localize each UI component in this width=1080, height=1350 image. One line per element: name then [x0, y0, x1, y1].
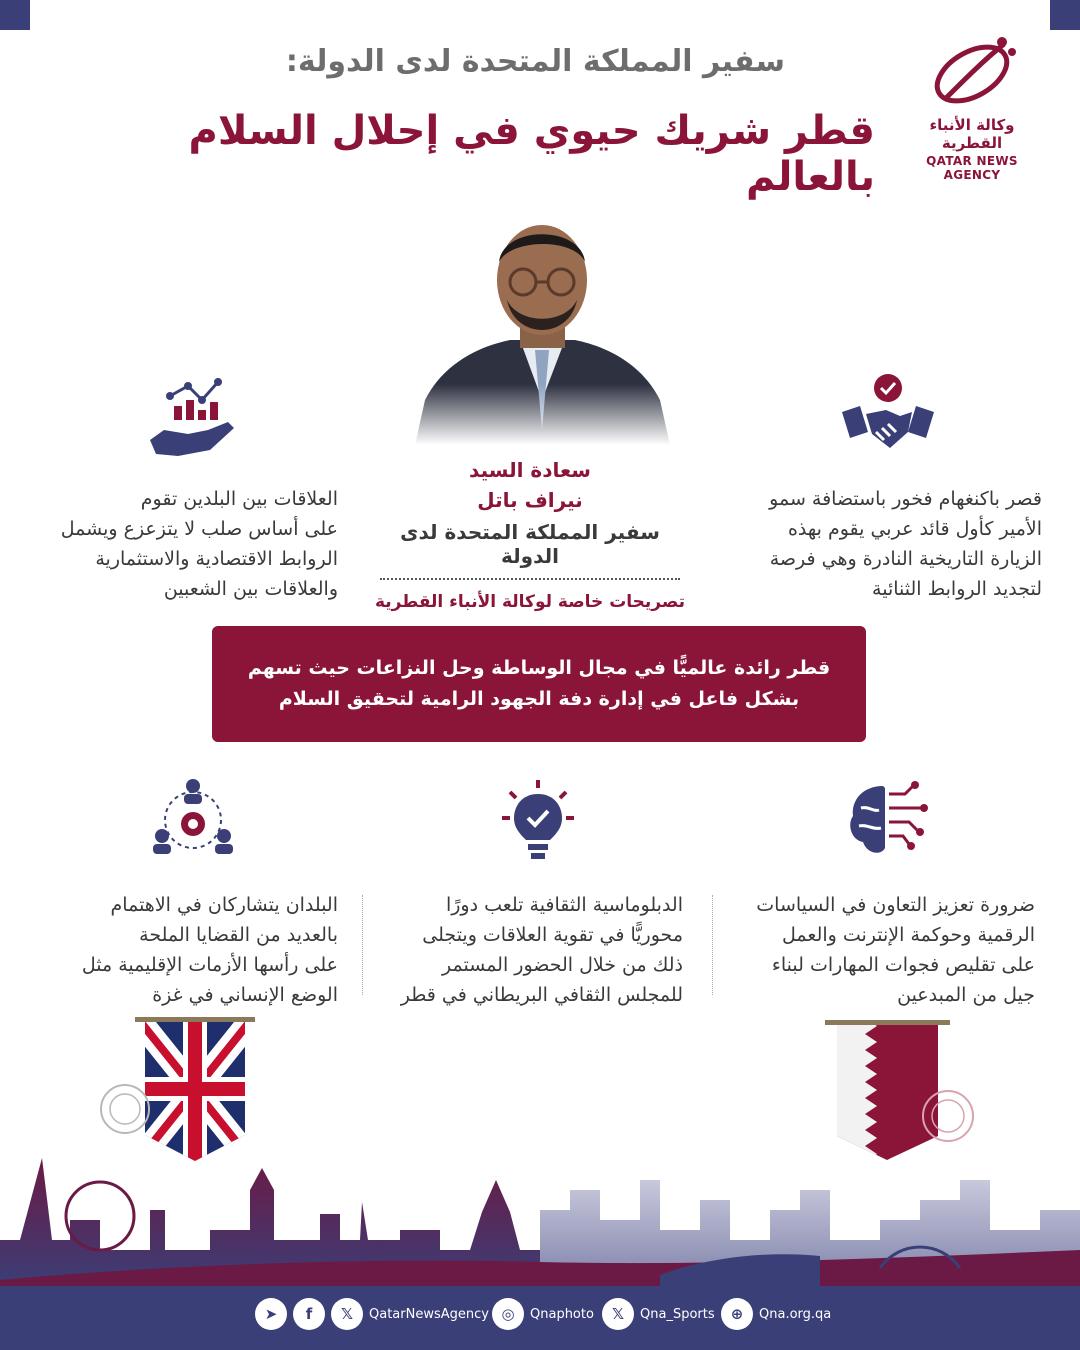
- ambassador-honorific: سعادة السيد: [469, 458, 591, 482]
- point-digital-line: جيل من المبدعين: [897, 984, 1035, 1006]
- lightbulb-check-icon: [498, 776, 578, 862]
- logo-english-name: QATAR NEWS AGENCY: [926, 154, 1018, 182]
- hand-growth-chart-icon: [148, 378, 238, 463]
- social-web[interactable]: [721, 1298, 831, 1330]
- key-quote-banner: [212, 626, 866, 742]
- globe-icon[interactable]: ⊕: [721, 1298, 753, 1330]
- social-footer: [0, 1286, 1080, 1350]
- city-skyline: [0, 1150, 1080, 1290]
- point-visit-line: الأمير كأول قائد عربي يقوم بهذه: [787, 518, 1042, 540]
- x-icon[interactable]: 𝕏: [602, 1298, 634, 1330]
- ambassador-info: [370, 458, 690, 612]
- page-subtitle: سفير المملكة المتحدة لدى الدولة:: [285, 44, 785, 79]
- point-shared-line: البلدان يتشاركان في الاهتمام: [110, 894, 338, 916]
- point-shared-line: على رأسها الأزمات الإقليمية مثل: [81, 954, 338, 976]
- handle-sports[interactable]: Qna_Sports: [640, 1306, 715, 1322]
- instagram-icon[interactable]: ◎: [492, 1298, 524, 1330]
- handle-photo[interactable]: Qnaphoto: [530, 1306, 594, 1322]
- point-shared-line: بالعديد من القضايا الملحة: [139, 924, 338, 946]
- social-photo[interactable]: [492, 1298, 594, 1330]
- x-icon[interactable]: 𝕏: [331, 1298, 363, 1330]
- point-visit: [712, 484, 1042, 604]
- point-visit-line: لتجديد الروابط الثنائية: [872, 578, 1042, 600]
- point-visit-line: الزيارة التاريخية النادرة وهي فرصة: [769, 548, 1042, 570]
- banner-line: قطر رائدة عالميًّا في مجال الوساطة وحل النزاعات حيث تسهم: [247, 657, 831, 679]
- facebook-icon[interactable]: f: [293, 1298, 325, 1330]
- point-relations-line: والعلاقات بين الشعبين: [163, 578, 338, 600]
- social-main[interactable]: [255, 1298, 489, 1330]
- team-gear-icon: [148, 778, 238, 862]
- point-relations-line: العلاقات بين البلدين تقوم: [140, 488, 338, 510]
- logo-arabic-name: وكالة الأنباء القطرية: [929, 116, 1015, 152]
- stamp-icon: [920, 1088, 976, 1144]
- ambassador-name: نيراف باتل: [477, 488, 583, 512]
- point-visit-line: قصر باكنغهام فخور باستضافة سمو: [769, 488, 1042, 510]
- point-relations-line: الروابط الاقتصادية والاستثمارية: [95, 548, 338, 570]
- point-culture: [378, 890, 683, 1010]
- corner-decoration-right: [1050, 0, 1080, 30]
- qna-logo: [902, 30, 1042, 182]
- statement-source: تصريحات خاصة لوكالة الأنباء القطرية: [374, 592, 686, 612]
- column-divider: [712, 895, 713, 995]
- point-culture-line: ذلك من خلال الحضور المستمر: [442, 954, 683, 976]
- uk-flag-banner: [135, 1015, 255, 1165]
- point-digital-line: ضرورة تعزيز التعاون في السياسات: [756, 894, 1035, 916]
- dotted-separator: [380, 578, 680, 580]
- column-divider: [362, 895, 363, 995]
- point-shared: [38, 890, 338, 1010]
- website-link[interactable]: Qna.org.qa: [759, 1306, 832, 1322]
- corner-decoration-left: [0, 0, 30, 30]
- point-digital-line: الرقمية وحوكمة الإنترنت والعمل: [782, 924, 1035, 946]
- brain-circuit-icon: [843, 778, 933, 860]
- point-culture-line: محوريًّا في تقوية العلاقات ويتجلى: [422, 924, 683, 946]
- point-digital-line: على تقليص فجوات المهارات لبناء: [771, 954, 1035, 976]
- banner-line: بشكل فاعل في إدارة دفة الجهود الرامية لتحقيق السلام: [278, 688, 800, 710]
- point-culture-line: للمجلس الثقافي البريطاني في قطر: [400, 984, 683, 1006]
- handle-main[interactable]: QatarNewsAgency: [369, 1306, 489, 1322]
- ambassador-role: سفير المملكة المتحدة لدى الدولة: [400, 520, 660, 568]
- qna-logo-icon: [924, 30, 1020, 112]
- social-sports[interactable]: [602, 1298, 715, 1330]
- point-relations-line: على أساس صلب لا يتزعزع ويشمل: [60, 518, 338, 540]
- page-title: قطر شريك حيوي في إحلال السلام بالعالم: [188, 108, 875, 200]
- point-relations: [28, 484, 338, 604]
- point-digital: [730, 890, 1035, 1010]
- stamp-icon: [98, 1082, 152, 1136]
- point-shared-line: الوضع الإنساني في غزة: [152, 984, 338, 1006]
- telegram-icon[interactable]: ➤: [255, 1298, 287, 1330]
- point-culture-line: الدبلوماسية الثقافية تلعب دورًا: [445, 894, 683, 916]
- ambassador-portrait: [415, 200, 670, 445]
- handshake-check-icon: [838, 372, 938, 462]
